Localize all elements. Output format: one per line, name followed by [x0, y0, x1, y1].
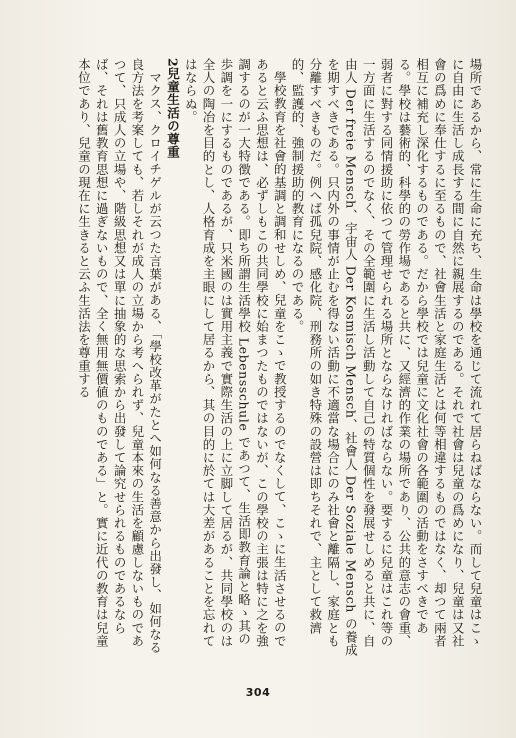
paragraph-3: マクス、クロイチゲルが云つた言葉がある、「學校改革がたとへ如何なる善意から出發し、如何なる良方法を考案しても、若しそれが成人の立場から考へられず、兒童本來の生活を顧慮しないものであつて、只成人の立場や、階級思想又は單に抽象的な思索から出發して論究せられるものであるならば、それは舊教育思想に過ぎないもので、全く無用無價値のものである」と。實に近代の教育は兒童本位であり、兒童の現在に生きると云ふ生活法を尊重する [76, 58, 163, 654]
paragraph-1: 場所であるから、常に生命に充ち、生命は學校を通じて流れて居らねばならない。而して兒童はこゝに自由に生活し成長する間に自然に親展するのである。それで社會は兒童の爲めになり、兒童は又社會の爲めに奉仕するに至るもので、社會生活と家庭生活とは何等相違するものではなく、却つて兩者相互に補充し深化するものである。だから學校では兒童に文化社會の各範圍の活動をさすべきである。學校は藝術的、科學的の勞作場であると共に、又經濟的作業の場所であり、公共的意志の會重、弱者に對する同情援助に依つて管理せられる場所とならなければならない。要するに兒童はこれ等の一方面に生活するのでなく、その全範圍に生活し活動して自己の特質個性を發展せしめると共に、自由人 Der freie Mensch、宇宙人 Der Kosmisch Mensch、社會人 Der Soziale Mensch の養成を期すべきである。只内外の事情が止むを得ない活動に不適當な場合にのみ社會と離隔し、家庭とも分離すべきものだ。例へば孤兒院、感化院、刑務所の如き特殊の設營は即ちそれで、主として救濟的、監護的、強制援助的教育になるのである。 [290, 58, 483, 657]
paragraph-2: 學校教育を社會的基調と調和せしめ、兒童をこゝで教授するのでなくして、こゝに生活させるのであると云ふ思想は、必ずしもこの共同學校に始まつたものではないが、この學校の主張は特に之を強調するのが一大特徴である。即ち所謂生活學校 Lebensschule であつて、生活即教育論と略ゝ其の歩調を一にするものであるが、只米國のは實用主義で實際生活の上に立脚して居るが、共同學校のは全人の陶冶を目的とし、人格育成を主眼にして居るから、其の目的に於ては大差があることを忘れてはならぬ。 [183, 58, 288, 648]
page-number: 304 [245, 686, 271, 699]
section-heading [164, 58, 182, 658]
section-heading-number: 2 [165, 58, 181, 68]
vertical-text-body [36, 58, 484, 658]
section-heading-title: 兒童生活の尊重 [165, 67, 181, 160]
